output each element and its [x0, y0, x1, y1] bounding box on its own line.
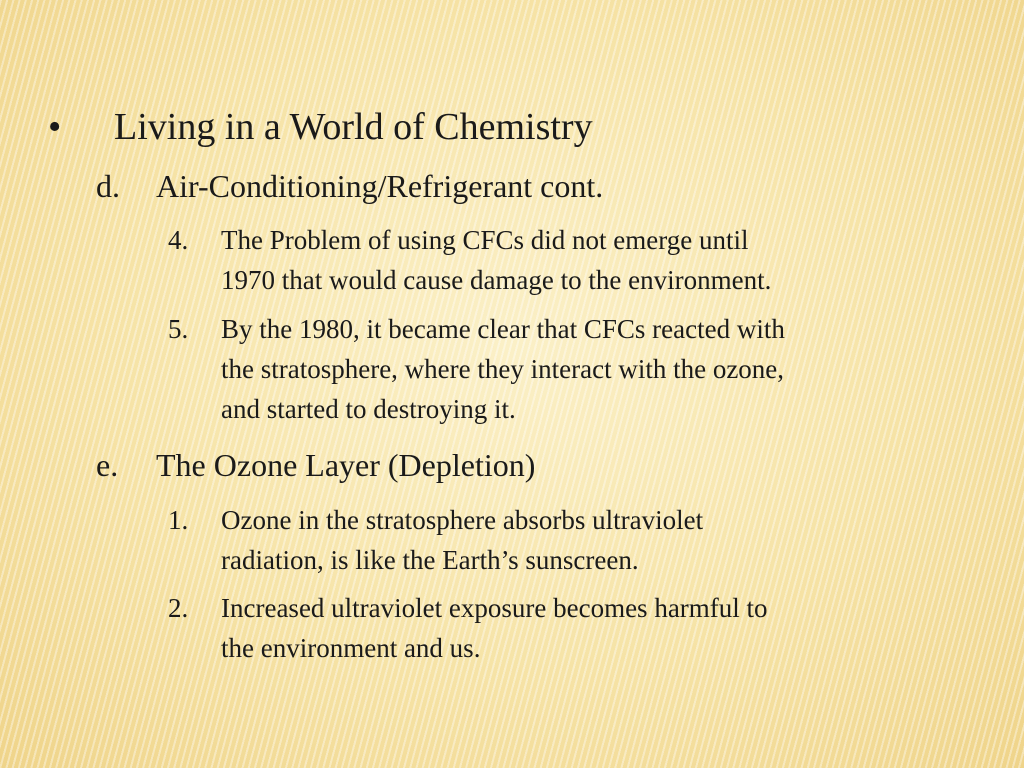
list-item-d5	[168, 309, 958, 429]
bullet-marker: •	[48, 106, 62, 148]
list-item-e1	[168, 500, 958, 580]
text-line: The Problem of using CFCs did not emerge until	[221, 225, 749, 255]
list-item-marker: 2.	[168, 593, 189, 623]
main-bullet	[48, 104, 948, 150]
list-item-text	[221, 500, 958, 580]
list-item-text	[221, 588, 958, 668]
list-item-marker: 1.	[168, 505, 189, 535]
section-e-title: The Ozone Layer (Depletion)	[156, 447, 536, 483]
section-e-marker: e.	[96, 447, 119, 483]
main-heading: Living in a World of Chemistry	[114, 106, 593, 148]
text-line: 1970 that would cause damage to the environment.	[221, 265, 772, 295]
text-line: the environment and us.	[221, 633, 481, 663]
section-e	[96, 445, 956, 485]
text-line: By the 1980, it became clear that CFCs reacted with	[221, 314, 785, 344]
text-line: and started to destroying it.	[221, 394, 516, 424]
section-d-marker: d.	[96, 168, 120, 204]
list-item-e2	[168, 588, 958, 668]
list-item-d4	[168, 220, 958, 300]
text-line: the stratosphere, where they interact with the ozone,	[221, 354, 785, 384]
list-item-marker: 4.	[168, 225, 189, 255]
section-d	[96, 166, 956, 206]
list-item-text	[221, 309, 958, 429]
text-line: Ozone in the stratosphere absorbs ultraviolet	[221, 505, 704, 535]
text-line: Increased ultraviolet exposure becomes harmful to	[221, 593, 768, 623]
list-item-text	[221, 220, 958, 300]
section-d-title: Air-Conditioning/Refrigerant cont.	[156, 168, 604, 204]
list-item-marker: 5.	[168, 314, 189, 344]
text-line: radiation, is like the Earth’s sunscreen.	[221, 545, 639, 575]
